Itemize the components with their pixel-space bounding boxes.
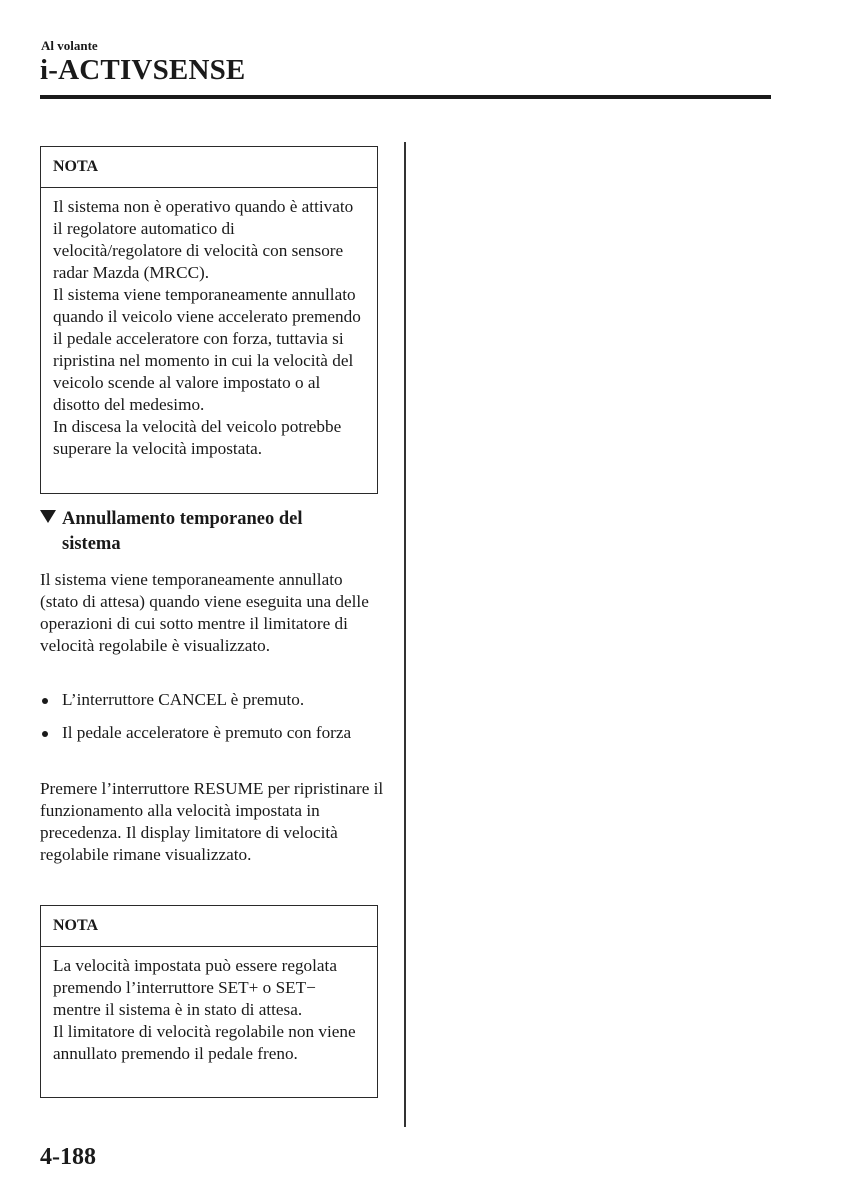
title-rule [40, 95, 771, 99]
note-heading: NOTA [41, 147, 377, 188]
section-heading-line1: Annullamento temporaneo del [62, 509, 303, 529]
column-divider [404, 142, 406, 1127]
bullet-icon [42, 731, 48, 737]
note-paragraph: In discesa la velocità del veicolo potrebbe superare la velocità impostata. [53, 417, 342, 458]
note-body [41, 947, 377, 1073]
section-label: Al volante [41, 38, 98, 53]
note-body [41, 188, 377, 468]
note-paragraph: Il sistema viene temporaneamente annullato quando il veicolo viene accelerato premendo il pedale acceleratore con forza, tuttavia si ripristina nel momento in cui la velocità del veicolo scende al valore impostato o al disotto del medesimo. [53, 285, 361, 414]
section-heading-line2: sistema [62, 534, 121, 554]
note-box [40, 146, 378, 494]
bullet-list [40, 689, 385, 755]
note-paragraph: Il sistema non è operativo quando è attivato il regolatore automatico di velocità/regolatore di velocità con sensore radar Mazda (MRCC). [53, 197, 354, 282]
note-paragraph: Il limitatore di velocità regolabile non viene annullato premendo il pedale freno. [53, 1022, 356, 1063]
section-heading [40, 507, 380, 557]
bullet-icon [42, 698, 48, 704]
list-item-text: Il pedale acceleratore è premuto con forza [62, 723, 352, 742]
note-box [40, 905, 378, 1098]
note-heading: NOTA [41, 906, 377, 947]
list-item-text: L’interruttore CANCEL è premuto. [62, 690, 305, 709]
note-paragraph: La velocità impostata può essere regolata premendo l’interruttore SET+ o SET− mentre il sistema è in stato di attesa. [53, 956, 337, 1019]
outro-paragraph: Premere l’interruttore RESUME per ripristinare il funzionamento alla velocità impostata in precedenza. Il display limitatore di velocità regolabile rimane visualizzato. [40, 779, 384, 864]
list-item [40, 722, 385, 744]
triangle-down-icon [40, 510, 56, 523]
list-item [40, 689, 385, 711]
intro-paragraph: Il sistema viene temporaneamente annullato (stato di attesa) quando viene eseguita una delle operazioni di cui sotto mentre il limitatore di velocità regolabile è visualizzato. [40, 570, 369, 655]
page-title: i-ACTIVSENSE [40, 54, 246, 86]
page-number: 4-188 [40, 1144, 96, 1170]
